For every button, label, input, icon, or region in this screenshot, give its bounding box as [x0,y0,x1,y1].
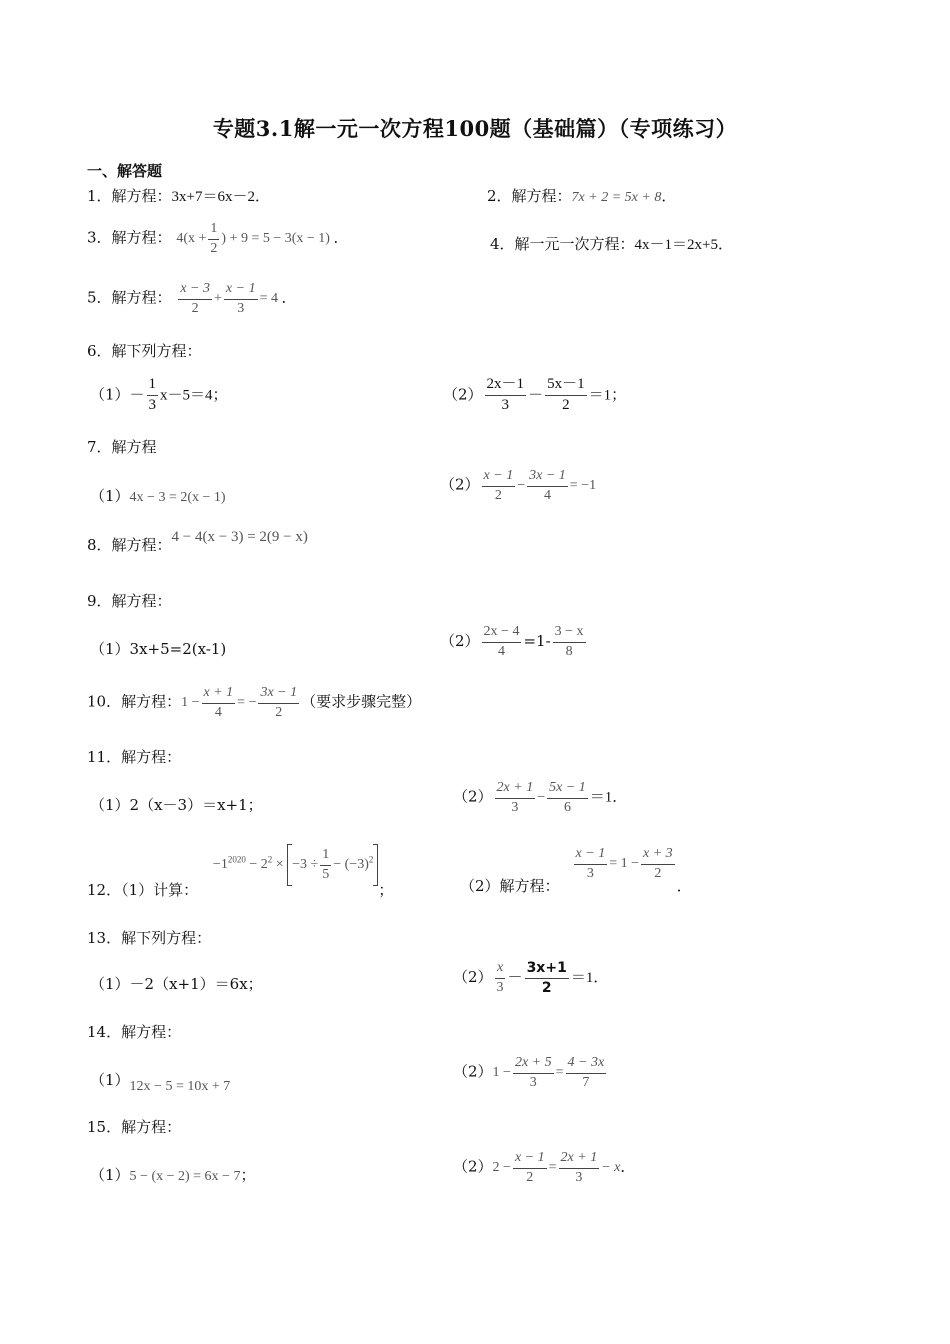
q15-p2-prefix: （2） [453,1157,493,1176]
q14-p2-fraction-1 [513,1056,554,1090]
q7-p2-post: = −1 [569,478,597,494]
q15-p2-num-1: x − 1 [513,1151,547,1169]
section-heading: 一、解答题 [87,162,163,180]
q13-p2-post: ＝1． [570,970,609,987]
q12-right-bracket [373,844,378,886]
q6-p2-fraction-2 [545,377,587,414]
q9-p2-num-1: 2x − 4 [482,625,522,643]
q13-p2-fraction-1 [495,961,506,995]
q3-fraction [208,222,219,256]
question-6-part-1 [90,377,228,414]
q15-p2-den-1: 2 [526,1169,534,1185]
q11-p2-fraction-1 [495,781,536,815]
q6-p2-fraction-1 [485,377,527,414]
q7-p2-prefix: （2） [440,475,480,494]
q11-p2-prefix: （2） [453,787,493,806]
q2-end: ． [661,187,677,205]
q7-p2-den-2: 4 [543,487,551,503]
q12-semicolon: ； [378,881,394,900]
q14-p2-den-2: 7 [582,1074,590,1090]
q3-num: 1 [208,222,219,240]
question-13-part-2 [453,961,608,995]
q10-label: 10．解方程： [87,692,182,711]
q12-mid-1: − 2 [249,857,268,873]
question-15-part-1 [90,1168,255,1184]
q7-p2-num-1: x − 1 [482,469,516,487]
q3-pre: 4(x + [176,231,207,247]
q12-p2-mid: = 1 − [609,856,640,872]
q11-p2-den-2: 6 [563,799,571,815]
q12-p2-fraction-2 [641,847,675,881]
q11-p2-fraction-2 [547,781,588,815]
q12-p2-den-1: 3 [586,865,594,881]
question-4 [490,237,733,253]
q12-exp-1: 2020 [227,854,246,865]
q14-p2-den-1: 3 [529,1074,537,1090]
q14-p2-prefix: （2） [453,1062,493,1081]
question-14-label: 14．解方程： [87,1023,182,1041]
q9-p2-num-2: 3 − x [553,625,586,643]
q12-p2-den-2: 2 [654,865,662,881]
q12-end: ． [676,877,692,896]
q1-expr: 3x+7＝6x－2． [171,189,271,205]
question-6-label: 6．解下列方程： [87,342,202,360]
q9-p2-den-2: 8 [565,643,573,659]
q12-p2-expr [572,846,677,881]
q10-num-1: x + 1 [202,686,236,704]
q6-p2-num-1: 2x－1 [485,377,527,396]
q14-p2-pre: 1 − [492,1065,511,1081]
q7-p1-expr: 4x − 3 = 2(x − 1) [129,490,226,505]
q15-p2-end: ． [620,1157,636,1176]
q3-den: 2 [210,240,218,256]
q3-end: ． [333,228,349,247]
q9-p2-prefix: （2） [440,632,480,651]
q13-p2-den-2: 2 [541,979,552,996]
q12-exp-3: 2 [368,854,374,865]
q9-p2-mid: =1- [523,632,551,651]
q13-p2-prefix: （2） [453,968,493,987]
q15-p1-end: ； [240,1166,256,1184]
q11-p2-num-1: 2x + 1 [495,781,536,799]
q11-p2-den-1: 3 [511,799,519,815]
q13-p2-minus: － [507,968,523,987]
q6-p2-prefix: （2） [443,385,483,404]
question-2 [487,189,676,205]
q12-den: 5 [322,866,330,882]
question-13-label: 13．解下列方程： [87,929,212,947]
q7-p1-prefix: （1） [90,487,130,505]
q2-label: 2．解方程： [487,187,572,205]
q6-p2-num-2: 5x－1 [545,377,587,396]
question-12 [87,844,394,900]
q4-label: 4．解一元一次方程： [490,235,635,253]
q14-p2-num-2: 4 − 3x [566,1056,607,1074]
q6-p2-den-1: 3 [501,396,510,413]
q5-post: = 4 [259,291,278,307]
q12-label: 12．（1）计算： [87,881,199,900]
q6-p2-den-2: 2 [562,396,570,413]
q5-expr [176,281,281,316]
q5-num-1: x − 3 [178,282,212,300]
q15-p2-den-2: 3 [575,1169,583,1185]
question-11-label: 11．解方程： [87,748,182,766]
question-7-part-1 [90,489,226,505]
q6-p1-post: x－5＝4； [160,387,228,404]
q14-p2-fraction-2 [566,1056,607,1090]
q6-p1-den: 3 [148,396,157,413]
q6-p2-post: ＝1； [588,387,627,404]
question-8 [87,529,308,554]
q8-expr: 4 − 4(x − 3) = 2(9 − x) [171,529,308,545]
q14-p2-mid: = [555,1065,564,1081]
q5-fraction-1 [178,282,212,316]
q5-label: 5．解方程： [87,288,172,307]
q10-note: （要求步骤完整） [301,692,422,711]
q3-expr [176,221,333,256]
q14-p1-prefix: （1） [90,1071,130,1089]
q9-p2-fraction-2 [553,625,586,659]
question-11-part-2 [453,781,627,815]
q5-fraction-2 [224,282,258,316]
q7-p2-den-1: 2 [494,487,502,503]
q13-p2-den-1: 3 [496,979,504,995]
q15-p1-prefix: （1） [90,1166,130,1184]
q15-p2-expr [492,1150,621,1185]
q10-mid: = − [237,695,257,711]
q7-p2-fraction-2 [527,469,568,503]
q13-p2-num-2: 3x+1 [525,961,569,979]
q8-label: 8．解方程： [87,536,172,554]
q5-plus: + [214,291,222,307]
q6-p2-minus: － [528,385,544,404]
q15-p2-pre: 2 − [492,1160,511,1176]
q11-p2-num-2: 5x − 1 [547,781,588,799]
q10-num-2: 3x − 1 [258,686,299,704]
question-13-part-1: （1）－2（x+1）＝6x； [90,975,263,993]
q12-p2-num-1: x − 1 [574,847,608,865]
q7-p2-expr [480,468,597,503]
q11-p2-expr [493,780,590,815]
q5-den-2: 3 [237,300,245,316]
q12-p2-prefix: （2）解方程： [460,877,560,896]
q2-expr: 7x + 2 = 5x + 8 [571,190,662,205]
question-9-label: 9．解方程： [87,592,172,610]
q12-mid-2: × [275,857,284,873]
q12-num: 1 [320,848,331,866]
question-10 [87,686,421,720]
question-14-part-2 [453,1056,608,1090]
question-6-part-2 [443,377,626,414]
question-12-part-2 [460,846,692,896]
q12-in-2: − (−3) [333,857,369,873]
q5-den-1: 2 [191,300,199,316]
q7-p2-minus: − [517,478,526,494]
q1-label: 1．解方程： [87,187,172,205]
q3-label: 3．解方程： [87,228,172,247]
q4-expr: 4x－1＝2x+5． [634,237,734,253]
question-7-label: 7．解方程 [87,438,157,456]
question-9-part-2 [440,625,588,659]
q6-p1-prefix: （1）－ [90,385,145,404]
q10-pre: 1 − [181,695,200,711]
q5-end: ． [281,288,297,307]
question-7-part-2 [440,469,596,503]
q11-p2-minus: − [537,790,546,806]
q11-p2-post: ＝1． [589,789,628,806]
question-9-part-1: （1）3x+5=2(x-1) [90,640,227,658]
q12-pre: −1 [212,857,228,873]
q9-p2-den-1: 4 [498,643,505,659]
q10-den-2: 2 [275,704,283,720]
q9-p2-fraction-1 [482,625,522,659]
q14-p1-expr: 12x − 5 = 10x + 7 [129,1079,231,1094]
question-15-label: 15．解方程： [87,1118,182,1136]
q3-post: ) + 9 = 5 − 3(x − 1) [221,231,330,247]
q10-fraction-1 [202,686,236,720]
q12-calc-expr [212,846,378,882]
q15-p2-fraction-1 [513,1151,547,1185]
q12-p2-num-2: x + 3 [641,847,675,865]
question-5 [87,282,297,316]
q10-den-1: 4 [214,704,222,720]
q6-p1-fraction [147,377,159,414]
page-title: 专题3.1解一元一次方程100题（基础篇）（专项练习） [212,116,738,141]
q12-in-1: −3 ÷ [292,857,319,873]
q14-p2-expr [492,1055,609,1090]
q12-fraction [320,848,331,882]
question-14-part-1 [90,1071,231,1094]
question-11-part-1: （1）2（x－3）＝x+1； [90,796,263,814]
q14-p2-num-1: 2x + 5 [513,1056,554,1074]
q10-expr [181,685,301,720]
q15-p2-mid: = [548,1160,557,1176]
question-15-part-2 [453,1151,635,1185]
q15-p2-num-2: 2x + 1 [559,1151,600,1169]
q13-p2-num-1: x [495,961,505,979]
q13-p2-fraction-2 [525,961,569,995]
q15-p2-post: − x [601,1160,621,1176]
q12-p2-fraction-1 [574,847,608,881]
q10-fraction-2 [258,686,299,720]
q15-p2-fraction-2 [559,1151,600,1185]
q12-exp-2: 2 [267,854,273,865]
q7-p2-num-2: 3x − 1 [527,469,568,487]
q7-p2-fraction-1 [482,469,516,503]
q15-p1-expr: 5 − (x − 2) = 6x − 7 [129,1169,241,1184]
question-1 [87,189,270,205]
q5-num-2: x − 1 [224,282,258,300]
question-3 [87,222,348,256]
q6-p1-num: 1 [147,377,159,396]
